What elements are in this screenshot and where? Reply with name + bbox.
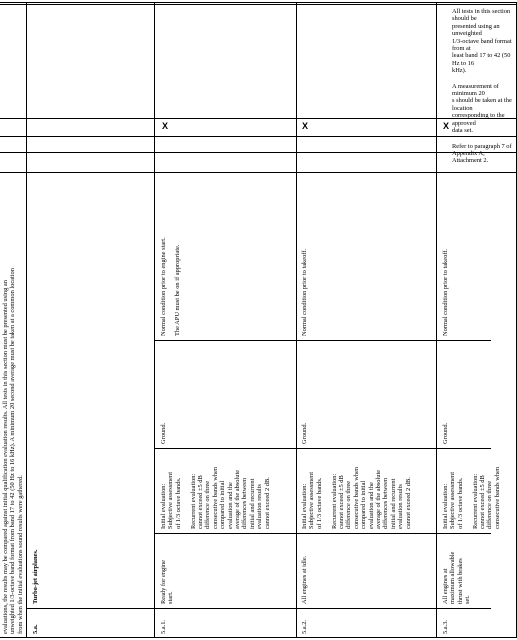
note-line: Refer to paragraph 7 of [452,142,512,150]
row-separator [296,2,297,638]
note-line: data set. [452,127,473,135]
note-line: A measurement of minimum 20 [452,82,499,98]
intro-paragraph [2,268,24,634]
intro-line: from when the initial evaluations sound results were gathered. [16,475,24,634]
column-separator [154,448,491,449]
condition-details: Normal condition prior to engine start. The APU must be on if appropriate. [160,237,182,336]
column-separator [0,4,517,5]
section-number: 5.a. [32,624,39,634]
flight-condition: Ground. [160,422,167,444]
note-line: presented using an unweighted [452,22,500,38]
note-line: s should be taken at the location [452,97,512,112]
table-border-top [0,2,517,3]
row-number: 5.a.3. [442,619,449,634]
notes-cell [452,8,514,165]
row-separator [436,2,437,638]
checkbox-mark: X [162,121,169,131]
test-description: Ready for engine start. [160,559,175,604]
note-line: kHz). [452,67,467,75]
note-paragraph [452,83,514,135]
note-line: All tests in this section should be [452,8,511,23]
row-separator [26,2,27,638]
intro-line: unweighted 1/3-octave band format from band 17 to 42 (50 Hz to 16 kHz). A minimum 20 second average must be taken at a common location [9,268,17,634]
column-separator [26,608,491,609]
note-line: 1/3-octave band format from at [452,37,512,53]
column-separator [154,533,491,534]
note-paragraph [452,143,514,165]
condition-details: Normal condition prior to takeoff. [301,248,308,336]
column-separator [0,172,517,173]
table-border-bottom [0,637,517,638]
tolerance-text: Initial evaluation: Subjective assessment of 1/3 octave bands. Recurrent evaluation: cannot exceed ±5 dB difference on three consecutive bands when compared to initial evaluation and the average of the absolute differences between initial and recurrent evaluation results cannot exceed 2 dB. [301,466,412,529]
column-separator [0,118,517,119]
column-separator [0,136,517,137]
checkbox-mark: X [443,121,450,131]
note-line: least band 17 to 42 (50 Hz to 16 [452,52,511,67]
intro-line: evaluations, the results may be compared against initial qualification evaluation results. All tests in this section must be presented using an [2,280,9,634]
checkbox-mark: X [302,121,309,131]
note-line: corresponding to the approved [452,112,505,127]
column-separator [0,152,517,153]
section-title: Turbo-jet airplanes. [32,549,39,604]
test-description: All engines at idle. [301,555,308,604]
column-separator [154,340,491,341]
row-number: 5.a.2. [301,619,308,634]
tolerance-text: Initial evaluation: Subjective assessment of 1/3 octave bands. Recurrent evaluation: cannot exceed ±5 dB difference on three consecutive bands when [442,466,501,529]
note-line: Appendix A, Attachment 2. [452,149,489,165]
test-description: All engines at maximum allowable thrust with brakes set. [442,551,472,604]
condition-details: Normal condition prior to takeoff. [442,248,449,336]
tolerance-text: Initial evaluation: Subjective assessment of 1/3 octave bands. Recurrent evaluation: cannot exceed ±5 dB difference on three consecutive bands when compared to initial evaluation and the average of the absolute differences between initial and recurrent evaluation results cannot exceed 2 dB. [160,466,271,529]
note-paragraph [452,8,514,75]
row-separator [154,2,155,638]
flight-condition: Ground. [301,422,308,444]
flight-condition: Ground. [442,422,449,444]
row-number: 5.a.1. [160,619,167,634]
